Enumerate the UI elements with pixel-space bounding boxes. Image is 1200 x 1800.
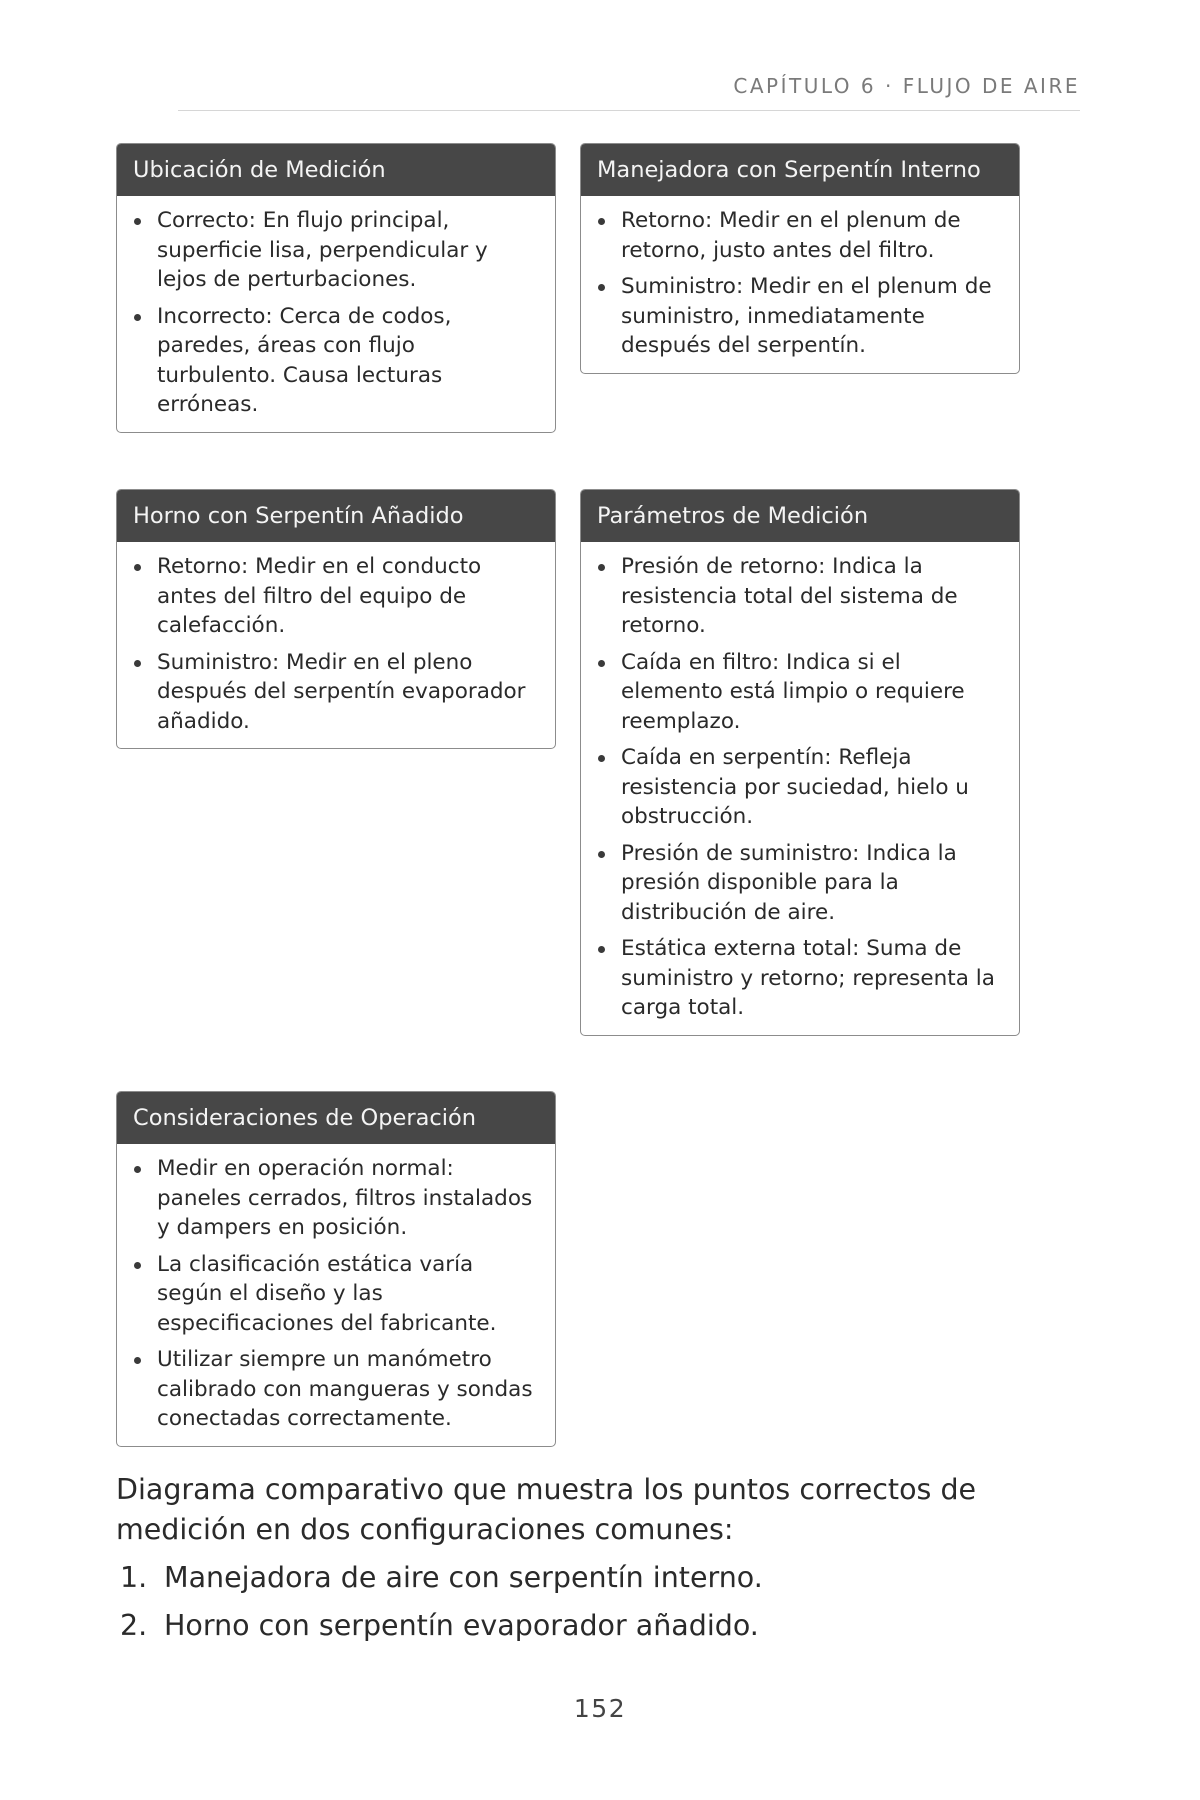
card-title: Parámetros de Medición [581,490,1019,542]
card-title: Horno con Serpentín Añadido [117,490,555,542]
list-item: Medir en operación normal: paneles cerrados, filtros instalados y dampers en posición. [133,1154,539,1243]
list-item: Suministro: Medir en el pleno después del serpentín evaporador añadido. [133,648,539,737]
list-item: Estática externa total: Suma de suministro y retorno; representa la carga total. [597,934,1003,1023]
list-number: 2. [120,1609,148,1642]
caption-list-item [116,1558,1036,1598]
caption-list-item [116,1606,1036,1646]
list-item: Suministro: Medir en el plenum de suministro, inmediatamente después del serpentín. [597,272,1003,361]
card-title: Ubicación de Medición [117,144,555,196]
figure-caption [116,1470,1036,1646]
bullet-list [597,206,1003,361]
list-item: Correcto: En flujo principal, superficie lisa, perpendicular y lejos de perturbaciones. [133,206,539,295]
caption-list [116,1558,1036,1646]
bullet-list [133,552,539,736]
card-manejadora-serpentin-interno [580,143,1020,374]
page-number: 152 [573,1694,627,1723]
running-head: CAPÍTULO 6 · FLUJO DE AIRE [733,74,1080,98]
list-item: Retorno: Medir en el plenum de retorno, justo antes del filtro. [597,206,1003,265]
list-item: Presión de suministro: Indica la presión disponible para la distribución de aire. [597,839,1003,928]
list-item: Incorrecto: Cerca de codos, paredes, áreas con flujo turbulento. Causa lecturas erróneas. [133,302,539,420]
caption-text: Diagrama comparativo que muestra los puntos correctos de medición en dos configuraciones comunes: [116,1473,977,1546]
bullet-list [133,206,539,420]
bullet-list [597,552,1003,1023]
list-text: Manejadora de aire con serpentín interno. [164,1561,763,1594]
header-rule [178,110,1080,111]
list-item: Presión de retorno: Indica la resistencia total del sistema de retorno. [597,552,1003,641]
list-number: 1. [120,1561,148,1594]
card-horno-serpentin-anadido [116,489,556,749]
card-parametros-medicion [580,489,1020,1036]
list-item: Caída en serpentín: Refleja resistencia por suciedad, hielo u obstrucción. [597,743,1003,832]
bullet-list [133,1154,539,1434]
list-item: Caída en filtro: Indica si el elemento está limpio o requiere reemplazo. [597,648,1003,737]
list-item: La clasificación estática varía según el diseño y las especificaciones del fabricante. [133,1250,539,1339]
card-ubicacion-medicion [116,143,556,433]
card-consideraciones-operacion [116,1091,556,1447]
list-item: Utilizar siempre un manómetro calibrado con mangueras y sondas conectadas correctamente. [133,1345,539,1434]
card-title: Manejadora con Serpentín Interno [581,144,1019,196]
card-title: Consideraciones de Operación [117,1092,555,1144]
list-item: Retorno: Medir en el conducto antes del filtro del equipo de calefacción. [133,552,539,641]
list-text: Horno con serpentín evaporador añadido. [164,1609,759,1642]
